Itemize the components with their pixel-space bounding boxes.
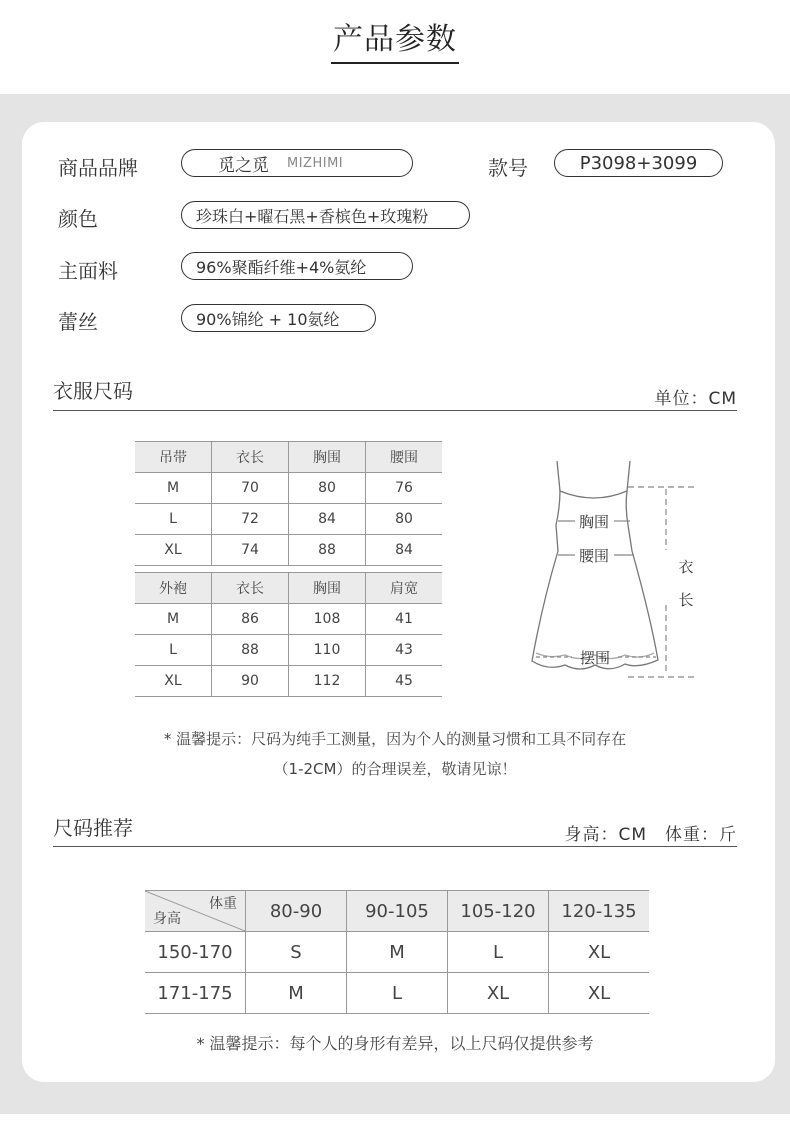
table-cell: 80 <box>366 504 443 535</box>
table-cell: 70 <box>212 473 289 504</box>
table-row <box>135 535 442 566</box>
table-cell: 88 <box>212 635 289 666</box>
table-cell: L <box>135 504 212 535</box>
measure-lines <box>536 487 698 677</box>
lace-pill <box>181 304 376 332</box>
table-cell: 112 <box>289 666 366 697</box>
table-cell: 110 <box>289 635 366 666</box>
table-cell: 84 <box>366 535 443 566</box>
size-note-line2: （1-2CM）的合理误差，敬请见谅！ <box>273 760 517 778</box>
table-cell: XL <box>135 666 212 697</box>
size-cell: S <box>246 932 347 973</box>
recommend-note: * 温馨提示：每个人的身形有差异，以上尺码仅提供参考 <box>196 1034 594 1053</box>
robe-size-table <box>135 572 442 697</box>
table-cell: 88 <box>289 535 366 566</box>
brand-label: 商品品牌 <box>58 156 138 180</box>
size-cell: XL <box>549 973 650 1014</box>
size-cell: M <box>347 932 448 973</box>
lace-value: 90%锦纶 + 10氨纶 <box>196 309 340 329</box>
corner-weight-label: 体重 <box>209 896 237 912</box>
style-value: P3098+3099 <box>579 152 698 174</box>
corner-cell <box>145 891 246 932</box>
color-label: 颜色 <box>58 207 98 231</box>
lace-label: 蕾丝 <box>58 310 98 334</box>
style-pill <box>554 149 723 177</box>
page-title: 产品参数 <box>331 14 459 64</box>
chest-label: 胸围 <box>578 513 610 531</box>
table-header-cell: 衣长 <box>212 442 289 473</box>
table-cell: 90 <box>212 666 289 697</box>
table-header-cell: 腰围 <box>366 442 443 473</box>
table-row <box>135 473 442 504</box>
table-cell: 108 <box>289 604 366 635</box>
weight-header: 80-90 <box>246 891 347 932</box>
table-cell: 84 <box>289 504 366 535</box>
table-cell: 72 <box>212 504 289 535</box>
corner-height-label: 身高 <box>153 911 181 927</box>
size-cell: L <box>347 973 448 1014</box>
table-cell: 43 <box>366 635 443 666</box>
brand-pill <box>181 149 413 177</box>
hem-label: 摆围 <box>579 649 611 667</box>
recommend-table <box>145 890 649 1014</box>
size-cell: L <box>448 932 549 973</box>
slip-size-table <box>135 441 442 566</box>
height-cell: 150-170 <box>145 932 246 973</box>
table-cell: M <box>135 604 212 635</box>
fabric-label: 主面料 <box>58 259 118 283</box>
size-divider <box>53 410 737 411</box>
table-row <box>135 635 442 666</box>
table-cell: M <box>135 473 212 504</box>
table-header-cell: 肩宽 <box>366 573 443 604</box>
weight-header: 105-120 <box>448 891 549 932</box>
recommend-unit: 身高：CM 体重：斤 <box>564 825 737 845</box>
table-row <box>145 932 649 973</box>
recommend-section-title: 尺码推荐 <box>53 816 133 840</box>
height-cell: 171-175 <box>145 973 246 1014</box>
table-row <box>135 604 442 635</box>
size-cell: XL <box>549 932 650 973</box>
page-title-wrap <box>0 14 790 64</box>
style-label: 款号 <box>488 156 528 180</box>
table-cell: 41 <box>366 604 443 635</box>
recommend-divider <box>53 846 737 847</box>
table-cell: 74 <box>212 535 289 566</box>
brand-cn: 觅之觅 <box>218 155 269 176</box>
table-cell: 76 <box>366 473 443 504</box>
size-note-line1: * 温馨提示：尺码为纯手工测量，因为个人的测量习惯和工具不同存在 <box>163 730 627 748</box>
fabric-value: 96%聚酯纤维+4%氨纶 <box>196 257 367 277</box>
waist-label: 腰围 <box>578 547 610 565</box>
table-header-row <box>135 442 442 473</box>
table-cell: 86 <box>212 604 289 635</box>
table-header-cell: 胸围 <box>289 573 366 604</box>
table-header-cell: 外袍 <box>135 573 212 604</box>
fabric-pill <box>181 252 413 280</box>
brand-en: MIZHIMI <box>287 155 344 171</box>
table-row <box>135 504 442 535</box>
dress-diagram <box>520 455 710 690</box>
table-header-cell: 胸围 <box>289 442 366 473</box>
table-header-row <box>145 891 649 932</box>
size-section-title: 衣服尺码 <box>53 379 133 403</box>
table-cell: XL <box>135 535 212 566</box>
dress-outline <box>532 461 658 669</box>
table-header-row <box>135 573 442 604</box>
table-cell: L <box>135 635 212 666</box>
length-label-2: 长 <box>678 591 694 609</box>
table-row <box>135 666 442 697</box>
color-pill <box>181 201 470 229</box>
table-header-cell: 衣长 <box>212 573 289 604</box>
size-cell: M <box>246 973 347 1014</box>
weight-header: 120-135 <box>549 891 650 932</box>
table-header-cell: 吊带 <box>135 442 212 473</box>
length-label-1: 衣 <box>678 558 694 576</box>
size-cell: XL <box>448 973 549 1014</box>
weight-header: 90-105 <box>347 891 448 932</box>
table-cell: 45 <box>366 666 443 697</box>
table-cell: 80 <box>289 473 366 504</box>
size-unit: 单位：CM <box>654 389 737 409</box>
table-row <box>145 973 649 1014</box>
color-value: 珍珠白+曜石黑+香槟色+玫瑰粉 <box>196 206 429 226</box>
